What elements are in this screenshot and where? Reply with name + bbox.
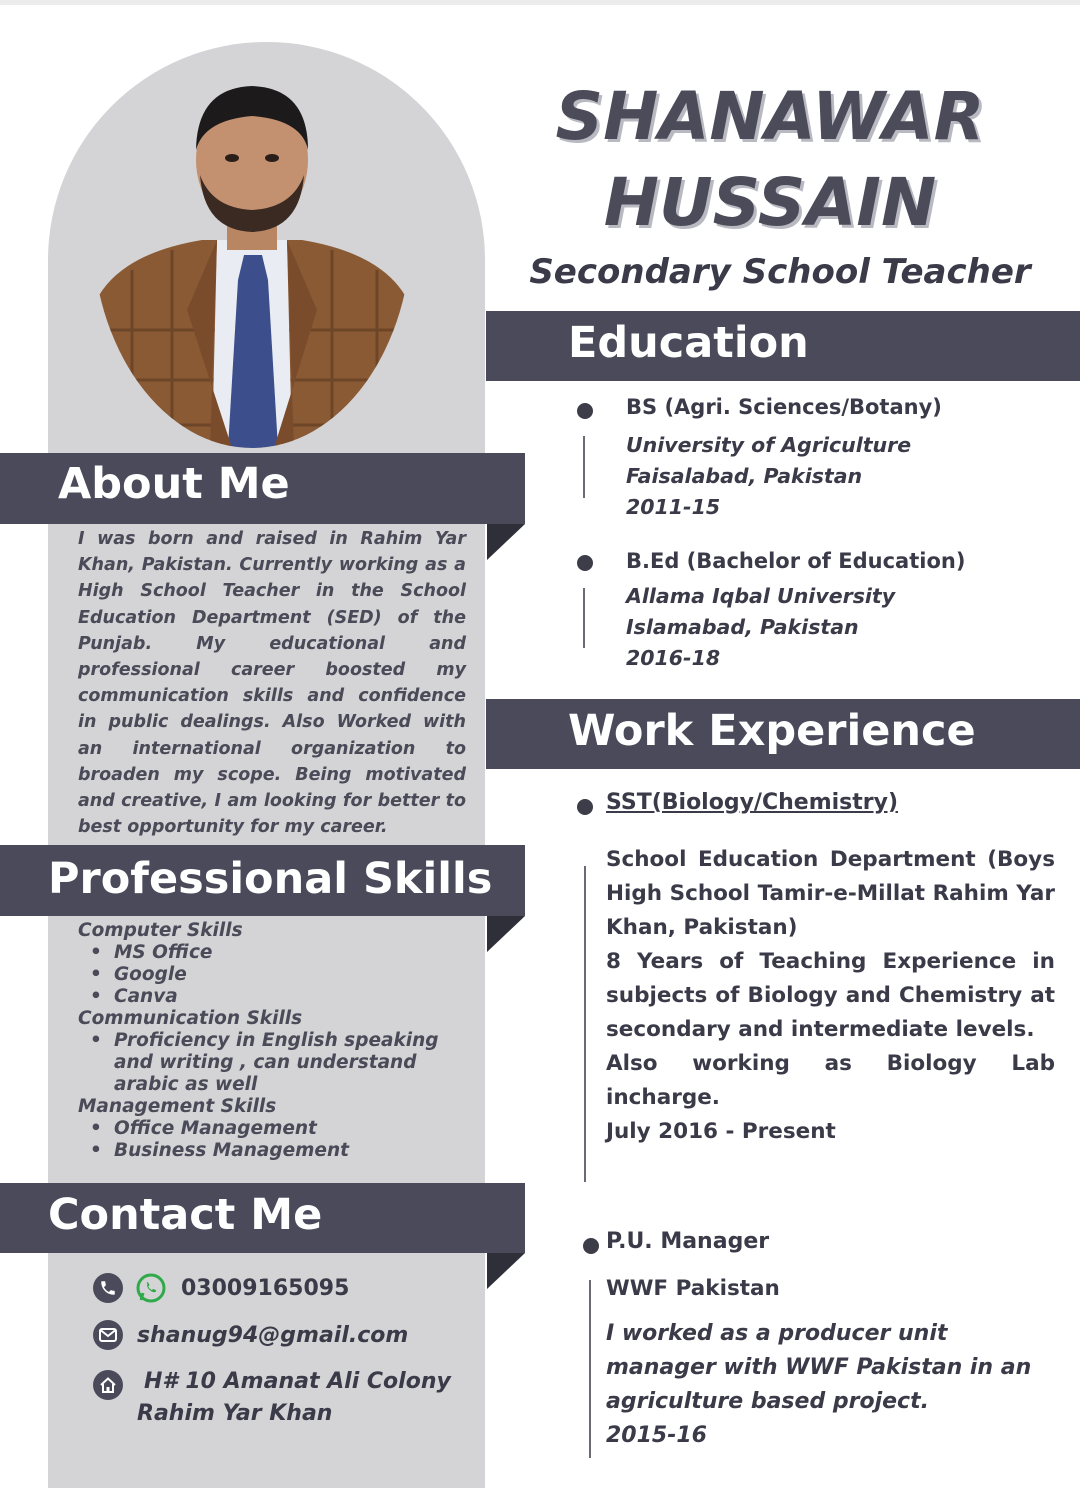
job-details: I worked as a producer unit manager with WWF Pakistan in an agriculture based project. [606, 1321, 1032, 1414]
contact-phone-row [93, 1272, 349, 1304]
education-bullet [577, 555, 593, 571]
about-me-text: I was born and raised in Rahim Yar Khan, Pakistan. Currently working as a High School Teacher in the School Education Department (SED) of the Punjab. My educational and professional career boosted my communication skills and confidence in public dealings. Also Worked with an international organization to broaden my scope. Being motivated and creative, I am looking for better to best opportunity for my career. [78, 529, 466, 838]
education-line [583, 436, 585, 498]
contact-address-line1: H# 10 Amanat Ali Colony [144, 1369, 451, 1394]
skill-item: • Business Management [78, 1140, 478, 1162]
skills-heading: Professional Skills [48, 854, 493, 904]
skill-item: • Canva [78, 986, 478, 1008]
skill-group-communication [78, 1008, 478, 1096]
experience-bullet [583, 1238, 599, 1254]
education-bullet [577, 403, 593, 419]
skill-group-title: Management Skills [78, 1096, 277, 1117]
experience-line [589, 1280, 591, 1458]
education-institution: University of Agriculture [626, 433, 912, 457]
email-icon [93, 1320, 123, 1350]
education-years: 2016-18 [626, 646, 721, 670]
job-description [606, 843, 1055, 1149]
top-divider [0, 0, 1080, 5]
contact-address-row [93, 1366, 451, 1430]
job-organization: WWF Pakistan [606, 1276, 780, 1301]
education-location: Islamabad, Pakistan [626, 615, 859, 639]
skill-item: • Proficiency in English speaking and writing , can understand arabic as well [78, 1030, 448, 1096]
job-extra: Also working as Biology Lab incharge. [606, 1051, 1055, 1110]
last-name: HUSSAIN [603, 164, 937, 241]
experience-bullet [577, 799, 593, 815]
experience-line [584, 866, 586, 1182]
contact-fold [487, 1253, 525, 1289]
home-icon [93, 1370, 123, 1400]
skills-header [0, 845, 525, 916]
about-me-header [0, 453, 525, 524]
education-header [486, 311, 1080, 381]
contact-address-line2: Rahim Yar Khan [137, 1401, 333, 1426]
job-title: P.U. Manager [606, 1229, 770, 1254]
skills-list [78, 920, 478, 1162]
skill-item: • MS Office [78, 942, 478, 964]
skill-group-title: Communication Skills [78, 1008, 303, 1029]
skill-item: • Google [78, 964, 478, 986]
contact-phone[interactable]: 03009165095 [181, 1275, 350, 1301]
skill-group-management [78, 1096, 478, 1162]
skills-fold [487, 916, 525, 952]
skill-item: • Office Management [78, 1118, 478, 1140]
education-institution: Allama Iqbal University [626, 584, 896, 608]
job-title-link[interactable]: SST(Biology/Chemistry) [606, 790, 899, 815]
whatsapp-icon [135, 1272, 167, 1304]
job-period: 2015-16 [606, 1423, 707, 1448]
education-location: Faisalabad, Pakistan [626, 464, 863, 488]
contact-heading: Contact Me [48, 1190, 323, 1240]
about-me-fold [487, 524, 525, 560]
experience-header [486, 699, 1080, 769]
job-period: July 2016 - Present [606, 1119, 836, 1144]
about-me-heading: About Me [58, 459, 290, 509]
job-organization: School Education Department (Boys High School Tamir-e-Millat Rahim Yar Khan, Pakistan) [606, 847, 1055, 940]
contact-header [0, 1183, 525, 1253]
contact-email[interactable]: shanug94@gmail.com [137, 1322, 409, 1348]
job-description [606, 1317, 1046, 1453]
job-details: 8 Years of Teaching Experience in subjects of Biology and Chemistry at secondary and intermediate levels. [606, 949, 1055, 1042]
education-line [583, 588, 585, 648]
education-degree: BS (Agri. Sciences/Botany) [626, 395, 942, 419]
education-heading: Education [568, 318, 809, 368]
job-role: Secondary School Teacher [529, 252, 1031, 292]
first-name: SHANAWAR [555, 78, 985, 155]
skill-group-computer [78, 920, 478, 1008]
contact-email-row [93, 1320, 408, 1350]
skill-group-title: Computer Skills [78, 920, 243, 941]
education-degree: B.Ed (Bachelor of Education) [626, 549, 966, 573]
phone-icon [93, 1273, 123, 1303]
experience-heading: Work Experience [568, 706, 976, 756]
education-years: 2011-15 [626, 495, 721, 519]
